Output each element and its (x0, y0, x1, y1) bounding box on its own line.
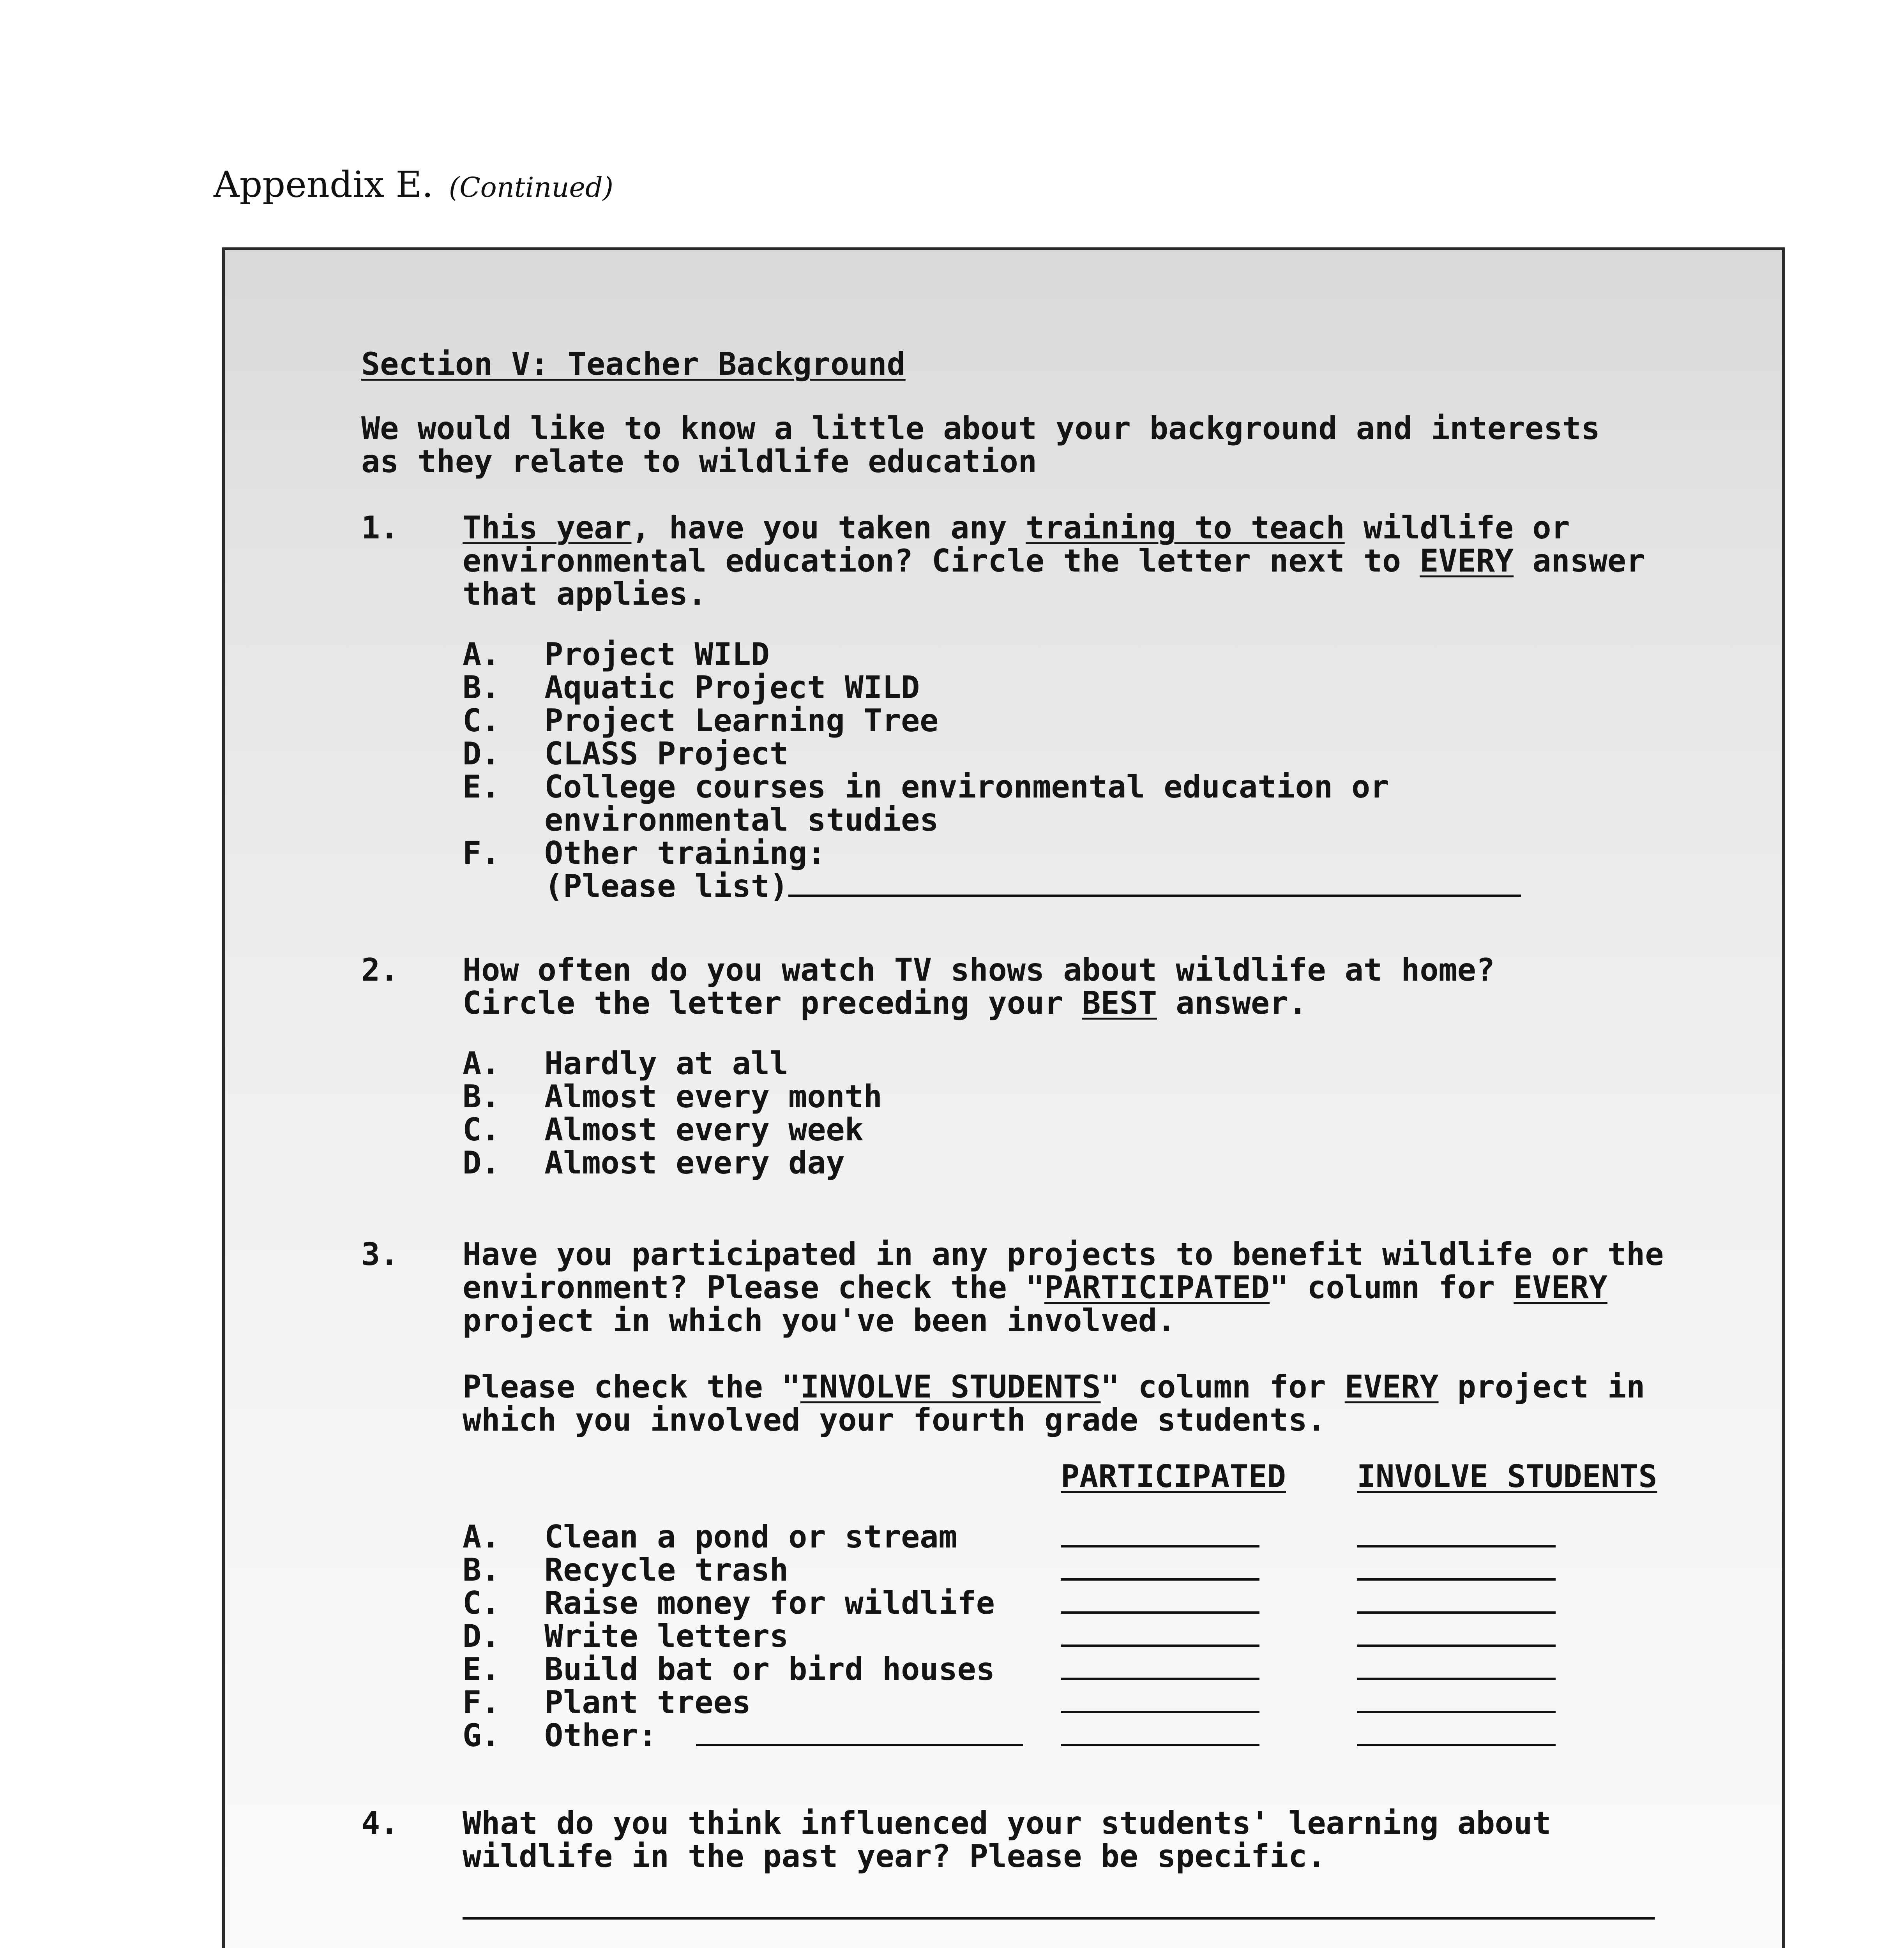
option-letter: C. (463, 702, 500, 739)
involve-students-field[interactable] (1357, 1588, 1556, 1614)
option-text: Almost every month (544, 1078, 882, 1115)
option-letter: E. (463, 769, 500, 805)
option-text: Hardly at all (544, 1045, 789, 1082)
option-d[interactable] (463, 1146, 1686, 1179)
text: " column for (1270, 1269, 1514, 1306)
table-row (463, 1719, 1686, 1752)
question-1-number: 1. (361, 510, 399, 546)
question-4-answer-area (463, 1884, 1686, 1948)
appendix-title: Appendix E. (214, 164, 433, 205)
question-3-instruction (361, 1370, 1686, 1436)
row-label: Other: (544, 1717, 657, 1754)
emphasis: This year (463, 510, 632, 546)
option-a[interactable] (463, 638, 1686, 671)
option-b[interactable] (463, 1080, 1686, 1113)
option-text: Project Learning Tree (544, 702, 939, 739)
question-2-text (463, 953, 1612, 1020)
involve-students-field[interactable] (1357, 1654, 1556, 1680)
text: answer. (1157, 985, 1307, 1021)
option-text: Other training: (544, 835, 826, 871)
participated-field[interactable] (1061, 1720, 1259, 1746)
row-letter: B. (463, 1552, 500, 1588)
column-involve-students: INVOLVE STUDENTS (1357, 1458, 1657, 1495)
row-letter: F. (463, 1684, 500, 1720)
emphasis: BEST (1082, 985, 1157, 1021)
questionnaire-frame (222, 247, 1785, 1948)
option-e[interactable] (463, 770, 1686, 836)
question-2-options (463, 1047, 1686, 1179)
table-row (463, 1653, 1686, 1686)
option-f[interactable] (463, 836, 1686, 870)
row-letter: C. (463, 1585, 500, 1621)
intro-line-2: as they relate to wildlife education (361, 443, 1037, 480)
option-letter: A. (463, 636, 500, 672)
table-row (463, 1686, 1686, 1719)
question-2 (361, 953, 1686, 1020)
option-text: Project WILD (544, 636, 770, 672)
participated-field[interactable] (1061, 1687, 1259, 1713)
answer-line[interactable] (463, 1884, 1655, 1920)
question-3-instruction-text (463, 1370, 1686, 1436)
involve-students-field[interactable] (1357, 1720, 1556, 1746)
question-2-number: 2. (361, 952, 399, 988)
table-row (463, 1620, 1686, 1653)
question-3-text (463, 1238, 1686, 1337)
other-training-field[interactable] (788, 871, 1521, 897)
project-table (463, 1460, 1686, 1752)
row-label: Plant trees (544, 1684, 751, 1720)
emphasis: EVERY (1514, 1269, 1608, 1306)
emphasis: PARTICIPATED (1044, 1269, 1270, 1306)
text: project in which you involved your fourth grade students. (463, 1369, 1645, 1438)
option-letter: F. (463, 835, 500, 871)
participated-field[interactable] (1061, 1555, 1259, 1581)
row-label: Recycle trash (544, 1552, 789, 1588)
option-text: College courses in environmental education or environmental studies (544, 769, 1389, 838)
option-letter: C. (463, 1112, 500, 1148)
emphasis: EVERY (1344, 1369, 1439, 1405)
table-row (463, 1586, 1686, 1620)
row-label: Clean a pond or stream (544, 1519, 957, 1555)
participated-field[interactable] (1061, 1522, 1259, 1547)
option-c[interactable] (463, 1113, 1686, 1146)
text: How often do you watch TV shows about wildlife at home? Circle the letter preceding your (463, 952, 1495, 1021)
emphasis: training to teach (1025, 510, 1345, 546)
option-text: Almost every week (544, 1112, 864, 1148)
option-text: CLASS Project (544, 736, 789, 772)
text: Please check the " (463, 1369, 800, 1405)
participated-field[interactable] (1061, 1621, 1259, 1647)
row-label: Write letters (544, 1618, 789, 1654)
participated-field[interactable] (1061, 1654, 1259, 1680)
row-letter: E. (463, 1651, 500, 1687)
option-b[interactable] (463, 671, 1686, 704)
please-list-label: (Please list) (544, 868, 789, 904)
row-letter: G. (463, 1717, 500, 1754)
participated-field[interactable] (1061, 1588, 1259, 1614)
option-text: Almost every day (544, 1145, 845, 1181)
question-4 (361, 1807, 1686, 1873)
option-c[interactable] (463, 704, 1686, 737)
table-row (463, 1553, 1686, 1586)
appendix-subtitle: (Continued) (449, 171, 614, 203)
row-letter: D. (463, 1618, 500, 1654)
answer-line[interactable] (463, 1920, 1655, 1948)
option-letter: B. (463, 1078, 500, 1115)
text: , have you taken any (631, 510, 1026, 546)
text: answer that applies. (463, 543, 1645, 612)
emphasis: INVOLVE STUDENTS (800, 1369, 1101, 1405)
section-title: Section V: Teacher Background (361, 346, 906, 382)
table-row (463, 1520, 1686, 1553)
section-intro (361, 412, 1686, 478)
involve-students-field[interactable] (1357, 1522, 1556, 1547)
question-3 (361, 1238, 1686, 1337)
text: wildlife or environmental education? Circle the letter next to (463, 510, 1570, 579)
option-letter: D. (463, 1145, 500, 1181)
option-a[interactable] (463, 1047, 1686, 1080)
question-1-text (463, 511, 1686, 611)
option-letter: A. (463, 1045, 500, 1082)
row-label: Raise money for wildlife (544, 1585, 995, 1621)
row-label: Build bat or bird houses (544, 1651, 995, 1687)
question-1-options (463, 638, 1686, 903)
option-f-list (463, 870, 1686, 903)
questionnaire-content (361, 348, 1686, 1948)
other-project-field[interactable] (696, 1720, 1023, 1746)
row-letter: A. (463, 1519, 500, 1555)
option-letter: B. (463, 669, 500, 706)
emphasis: EVERY (1420, 543, 1514, 579)
question-3-number: 3. (361, 1236, 399, 1272)
page-header (214, 164, 613, 205)
option-text: Aquatic Project WILD (544, 669, 920, 706)
question-1 (361, 511, 1686, 611)
text: Have you participated in any projects to benefit wildlife or the environment? Please check the " (463, 1236, 1664, 1306)
column-participated: PARTICIPATED (1061, 1458, 1286, 1495)
option-d[interactable] (463, 737, 1686, 770)
project-table-header (463, 1460, 1686, 1493)
question-4-number: 4. (361, 1805, 399, 1841)
question-4-text: What do you think influenced your students' learning about wildlife in the past year? Please be specific. (463, 1805, 1551, 1874)
text: " column for (1100, 1369, 1345, 1405)
intro-line-1: We would like to know a little about your background and interests (361, 410, 1600, 446)
option-letter: D. (463, 736, 500, 772)
involve-students-field[interactable] (1357, 1687, 1556, 1713)
text: project in which you've been involved. (463, 1302, 1176, 1339)
involve-students-field[interactable] (1357, 1621, 1556, 1647)
involve-students-field[interactable] (1357, 1555, 1556, 1581)
